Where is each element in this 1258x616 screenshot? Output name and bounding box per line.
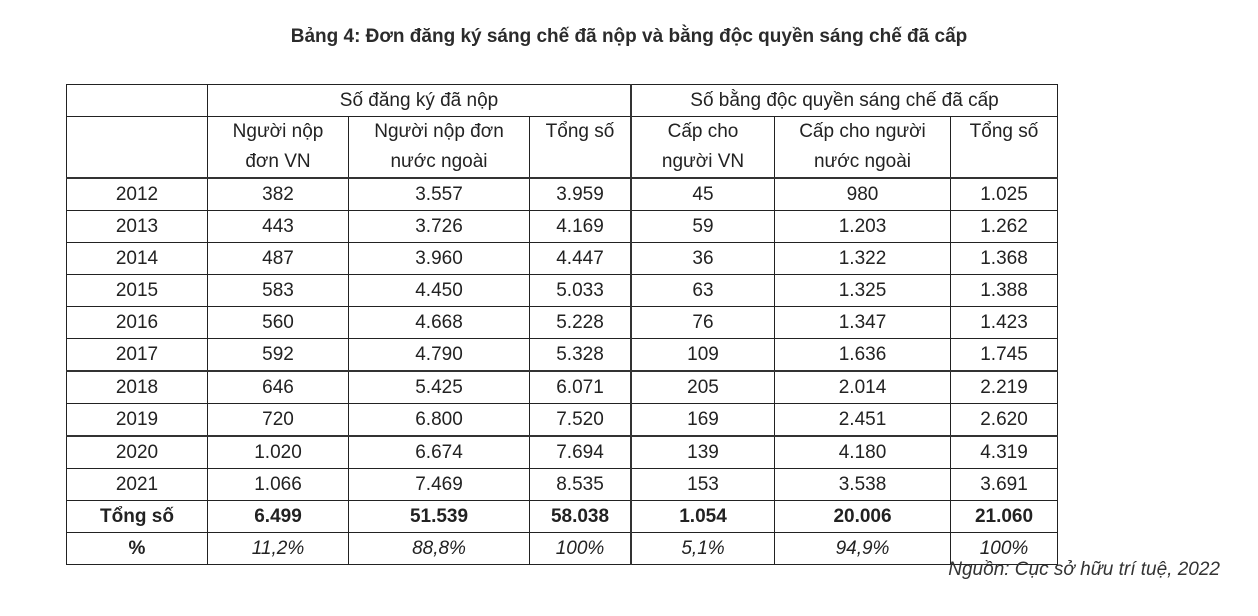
value-cell: 20.006 xyxy=(775,501,951,533)
year-cell: 2021 xyxy=(67,469,208,501)
value-cell: 11,2% xyxy=(208,533,349,565)
value-cell: 4.450 xyxy=(349,275,530,307)
value-cell: 4.180 xyxy=(775,436,951,469)
table-row xyxy=(67,307,1058,339)
corner-cell xyxy=(67,85,208,117)
value-cell: 153 xyxy=(631,469,775,501)
group-header-granted: Số bằng độc quyền sáng chế đã cấp xyxy=(631,85,1058,117)
corner-cell-2 xyxy=(67,117,208,179)
value-cell: 169 xyxy=(631,404,775,437)
value-cell: 382 xyxy=(208,178,349,211)
value-cell: 487 xyxy=(208,243,349,275)
value-cell: 21.060 xyxy=(951,501,1058,533)
total-row xyxy=(67,501,1058,533)
year-cell: 2018 xyxy=(67,371,208,404)
table-row xyxy=(67,436,1058,469)
value-cell: 6.800 xyxy=(349,404,530,437)
value-cell: 5.228 xyxy=(530,307,632,339)
value-cell: 1.262 xyxy=(951,211,1058,243)
value-cell: 1.025 xyxy=(951,178,1058,211)
subheader-filed-total: Tổng số xyxy=(530,117,632,179)
value-cell: 3.538 xyxy=(775,469,951,501)
value-cell: 4.668 xyxy=(349,307,530,339)
value-cell: 94,9% xyxy=(775,533,951,565)
value-cell: 8.535 xyxy=(530,469,632,501)
value-cell: 58.038 xyxy=(530,501,632,533)
value-cell: 3.726 xyxy=(349,211,530,243)
value-cell: 1.203 xyxy=(775,211,951,243)
value-cell: 4.169 xyxy=(530,211,632,243)
total-row-label: Tổng số xyxy=(67,501,208,533)
year-cell: 2019 xyxy=(67,404,208,437)
value-cell: 2.620 xyxy=(951,404,1058,437)
value-cell: 3.960 xyxy=(349,243,530,275)
value-cell: 2.014 xyxy=(775,371,951,404)
value-cell: 1.347 xyxy=(775,307,951,339)
value-cell: 443 xyxy=(208,211,349,243)
table-title: Bảng 4: Đơn đăng ký sáng chế đã nộp và bằng độc quyền sáng chế đã cấp xyxy=(290,26,968,47)
value-cell: 139 xyxy=(631,436,775,469)
value-cell: 6.674 xyxy=(349,436,530,469)
value-cell: 51.539 xyxy=(349,501,530,533)
table-row xyxy=(67,178,1058,211)
value-cell: 1.745 xyxy=(951,339,1058,372)
subheader-granted-foreign: Cấp cho người nước ngoài xyxy=(775,117,951,179)
subheader-filed-vn: Người nộp đơn VN xyxy=(208,117,349,179)
value-cell: 6.071 xyxy=(530,371,632,404)
value-cell: 7.520 xyxy=(530,404,632,437)
value-cell: 1.325 xyxy=(775,275,951,307)
value-cell: 5.328 xyxy=(530,339,632,372)
value-cell: 4.790 xyxy=(349,339,530,372)
value-cell: 1.423 xyxy=(951,307,1058,339)
value-cell: 7.469 xyxy=(349,469,530,501)
year-cell: 2017 xyxy=(67,339,208,372)
value-cell: 980 xyxy=(775,178,951,211)
value-cell: 5.033 xyxy=(530,275,632,307)
table-row xyxy=(67,404,1058,437)
value-cell: 5,1% xyxy=(631,533,775,565)
value-cell: 2.219 xyxy=(951,371,1058,404)
source-note: Nguồn: Cục sở hữu trí tuệ, 2022 xyxy=(948,559,1220,580)
value-cell: 1.368 xyxy=(951,243,1058,275)
value-cell: 1.636 xyxy=(775,339,951,372)
value-cell: 560 xyxy=(208,307,349,339)
table-row xyxy=(67,469,1058,501)
value-cell: 592 xyxy=(208,339,349,372)
year-cell: 2016 xyxy=(67,307,208,339)
value-cell: 1.322 xyxy=(775,243,951,275)
value-cell: 100% xyxy=(951,533,1058,565)
table-row xyxy=(67,371,1058,404)
value-cell: 4.319 xyxy=(951,436,1058,469)
year-cell: 2012 xyxy=(67,178,208,211)
value-cell: 36 xyxy=(631,243,775,275)
value-cell: 7.694 xyxy=(530,436,632,469)
table-row xyxy=(67,339,1058,372)
value-cell: 1.020 xyxy=(208,436,349,469)
value-cell: 5.425 xyxy=(349,371,530,404)
value-cell: 3.557 xyxy=(349,178,530,211)
group-header-filed: Số đăng ký đã nộp xyxy=(208,85,632,117)
year-cell: 2020 xyxy=(67,436,208,469)
value-cell: 4.447 xyxy=(530,243,632,275)
value-cell: 3.959 xyxy=(530,178,632,211)
subheader-granted-vn: Cấp cho người VN xyxy=(631,117,775,179)
subheader-granted-total: Tổng số xyxy=(951,117,1058,179)
value-cell: 109 xyxy=(631,339,775,372)
table-row xyxy=(67,275,1058,307)
value-cell: 1.054 xyxy=(631,501,775,533)
year-cell: 2015 xyxy=(67,275,208,307)
value-cell: 720 xyxy=(208,404,349,437)
value-cell: 1.388 xyxy=(951,275,1058,307)
value-cell: 100% xyxy=(530,533,632,565)
value-cell: 646 xyxy=(208,371,349,404)
value-cell: 45 xyxy=(631,178,775,211)
value-cell: 2.451 xyxy=(775,404,951,437)
table-row xyxy=(67,211,1058,243)
value-cell: 6.499 xyxy=(208,501,349,533)
value-cell: 583 xyxy=(208,275,349,307)
value-cell: 59 xyxy=(631,211,775,243)
value-cell: 1.066 xyxy=(208,469,349,501)
percent-row-label: % xyxy=(67,533,208,565)
subheader-filed-foreign: Người nộp đơn nước ngoài xyxy=(349,117,530,179)
value-cell: 88,8% xyxy=(349,533,530,565)
patent-table xyxy=(66,84,1058,565)
value-cell: 63 xyxy=(631,275,775,307)
value-cell: 76 xyxy=(631,307,775,339)
year-cell: 2014 xyxy=(67,243,208,275)
value-cell: 205 xyxy=(631,371,775,404)
percent-row xyxy=(67,533,1058,565)
value-cell: 3.691 xyxy=(951,469,1058,501)
table-row xyxy=(67,243,1058,275)
year-cell: 2013 xyxy=(67,211,208,243)
